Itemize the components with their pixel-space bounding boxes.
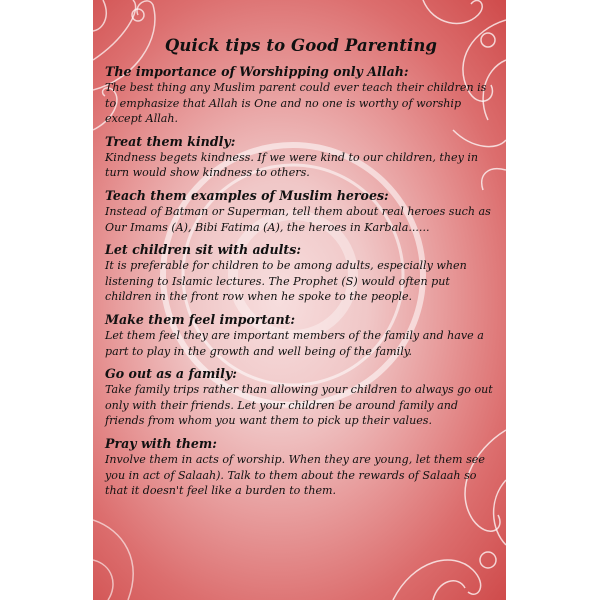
page-title: Quick tips to Good Parenting xyxy=(164,36,438,55)
swirl-bottom-left-icon xyxy=(93,520,133,600)
tip-body: Let them feel they are important members of the family and have a part to play in the growth and well being of the family. xyxy=(105,328,484,358)
tip-heading: The importance of Worshipping only Allah: xyxy=(105,64,409,79)
card-content xyxy=(105,36,497,505)
tip-body: Instead of Batman or Superman, tell them about real heroes such as Our Imams (A), Bibi Fatima (A), the heroes in Karbala...... xyxy=(105,204,491,234)
tip-heading: Treat them kindly: xyxy=(105,133,236,149)
tip-section xyxy=(105,241,497,305)
parenting-card xyxy=(93,0,506,600)
tip-body: It is preferable for children to be among adults, especially when listening to Islamic lectures. The Prophet (S) would often put children in the front row when he spoke to the people. xyxy=(105,259,467,304)
tip-section xyxy=(105,435,497,499)
tip-heading: Pray with them: xyxy=(105,435,217,451)
tip-body: The best thing any Muslim parent could ever teach their children is to emphasize that Allah is One and no one is worthy of worship except Allah. xyxy=(105,81,487,126)
tip-section xyxy=(105,187,497,235)
tip-heading: Make them feel important: xyxy=(105,311,296,327)
tip-body: Kindness begets kindness. If we were kind to our children, they in turn would show kindness to others. xyxy=(105,150,479,180)
tip-heading: Go out as a family: xyxy=(105,366,237,382)
tip-section xyxy=(105,133,497,181)
tip-heading: Teach them examples of Muslim heroes: xyxy=(105,187,389,203)
tip-section xyxy=(105,63,497,127)
tip-body: Involve them in acts of worship. When they are young, let them see you in act of Salaah). Talk to them about the rewards of Salaah so that it doesn't feel like a burden to them. xyxy=(105,452,485,498)
tip-body: Take family trips rather than allowing your children to always go out only with their friends. Let your children be around family and friends from whom you want them to pick up their values. xyxy=(105,383,493,428)
tip-section xyxy=(105,311,497,359)
tip-section xyxy=(105,365,497,429)
tip-heading: Let children sit with adults: xyxy=(105,242,301,258)
